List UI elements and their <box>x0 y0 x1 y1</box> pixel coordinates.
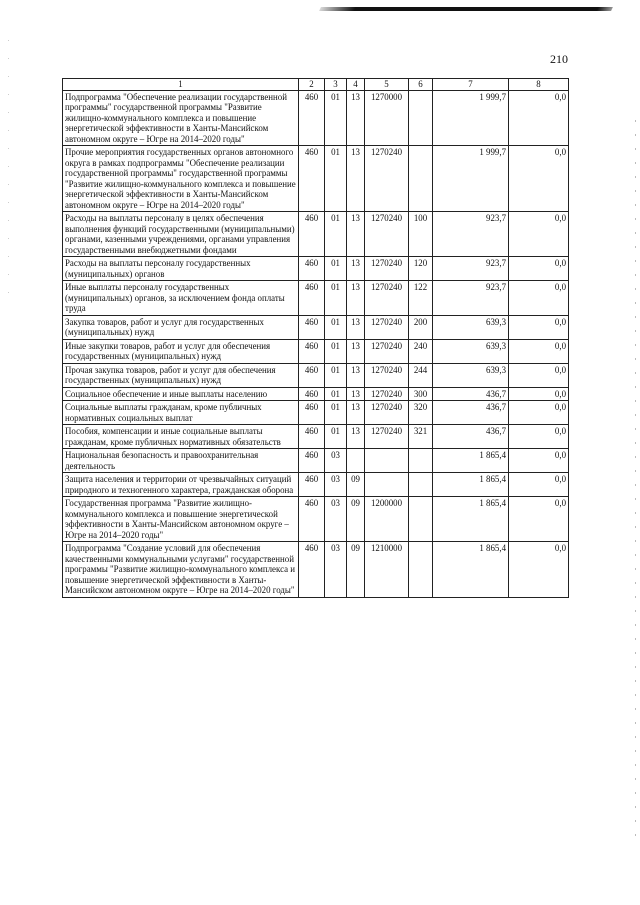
subsection-code-cell: 13 <box>347 146 365 212</box>
column-header: 3 <box>325 79 347 91</box>
admin-code-cell: 460 <box>299 257 325 281</box>
admin-code-cell: 460 <box>299 90 325 146</box>
expense-type-cell <box>409 449 433 473</box>
row-name-cell: Прочие мероприятия государственных органов автономного округа в рамках подпрограммы "Обеспечение реализации государственной программы" государственной программы "Развитие жилищно-коммунального комплекса и повышение энергетической эффективности в Ханты-Мансийском автономном округе – Югре на 2014–2020 годы" <box>63 146 299 212</box>
subsection-code-cell: 13 <box>347 257 365 281</box>
amount-cell: 1 865,4 <box>433 542 509 598</box>
table-row <box>63 425 569 449</box>
row-name-cell: Расходы на выплаты персоналу в целях обеспечения выполнения функций государственными (муниципальными) органами, казенными учреждениями, органами управления государственными внебюджетными фондами <box>63 212 299 257</box>
table-header-row <box>63 79 569 91</box>
section-code-cell: 03 <box>325 449 347 473</box>
amount-cell: 1 865,4 <box>433 497 509 542</box>
amount-2-cell: 0,0 <box>509 146 569 212</box>
expense-type-cell: 321 <box>409 425 433 449</box>
row-name-cell: Государственная программа "Развитие жилищно-коммунального комплекса и повышение энергетической эффективности в Ханты-Мансийском автономном округе – Югре на 2014–2020 годы" <box>63 497 299 542</box>
table-row <box>63 401 569 425</box>
amount-2-cell: 0,0 <box>509 449 569 473</box>
table-body <box>63 90 569 597</box>
amount-cell: 1 865,4 <box>433 473 509 497</box>
amount-2-cell: 0,0 <box>509 281 569 316</box>
amount-cell: 1 999,7 <box>433 90 509 146</box>
section-code-cell: 03 <box>325 542 347 598</box>
section-code-cell: 01 <box>325 339 347 363</box>
subsection-code-cell: 13 <box>347 363 365 387</box>
table-row <box>63 315 569 339</box>
expense-type-cell: 300 <box>409 387 433 401</box>
expense-type-cell <box>409 497 433 542</box>
admin-code-cell: 460 <box>299 425 325 449</box>
row-name-cell: Иные выплаты персоналу государственных (муниципальных) органов, за исключением фонда оплаты труда <box>63 281 299 316</box>
amount-cell: 923,7 <box>433 257 509 281</box>
subsection-code-cell: 13 <box>347 387 365 401</box>
table-row <box>63 257 569 281</box>
section-code-cell: 03 <box>325 497 347 542</box>
admin-code-cell: 460 <box>299 146 325 212</box>
admin-code-cell: 460 <box>299 449 325 473</box>
amount-2-cell: 0,0 <box>509 257 569 281</box>
row-name-cell: Прочая закупка товаров, работ и услуг для обеспечения государственных (муниципальных) нужд <box>63 363 299 387</box>
section-code-cell: 01 <box>325 425 347 449</box>
amount-cell: 436,7 <box>433 401 509 425</box>
section-code-cell: 01 <box>325 257 347 281</box>
left-margin-marks <box>8 40 9 300</box>
section-code-cell: 01 <box>325 90 347 146</box>
target-item-cell: 1210000 <box>365 542 409 598</box>
row-name-cell: Социальные выплаты гражданам, кроме публичных нормативных социальных выплат <box>63 401 299 425</box>
amount-2-cell: 0,0 <box>509 315 569 339</box>
row-name-cell: Расходы на выплаты персоналу государственных (муниципальных) органов <box>63 257 299 281</box>
column-header: 8 <box>509 79 569 91</box>
subsection-code-cell <box>347 449 365 473</box>
section-code-cell: 01 <box>325 315 347 339</box>
target-item-cell: 1270000 <box>365 90 409 146</box>
expense-type-cell <box>409 473 433 497</box>
expense-type-cell: 122 <box>409 281 433 316</box>
table-row <box>63 387 569 401</box>
amount-cell: 923,7 <box>433 281 509 316</box>
table-row <box>63 363 569 387</box>
amount-2-cell: 0,0 <box>509 90 569 146</box>
target-item-cell: 1270240 <box>365 315 409 339</box>
right-edge-marks <box>635 120 636 840</box>
amount-cell: 639,3 <box>433 363 509 387</box>
amount-cell: 1 865,4 <box>433 449 509 473</box>
column-header: 4 <box>347 79 365 91</box>
expense-type-cell <box>409 90 433 146</box>
expense-type-cell: 200 <box>409 315 433 339</box>
subsection-code-cell: 09 <box>347 542 365 598</box>
page-number: 210 <box>550 52 568 66</box>
section-code-cell: 01 <box>325 363 347 387</box>
row-name-cell: Подпрограмма "Создание условий для обеспечения качественными коммунальными услугами" государственной программы "Развитие жилищно-коммунального комплекса и повышение энергетической эффективности в Ханты-Мансийском автономном округе – Югре на 2014–2020 годы" <box>63 542 299 598</box>
table-row <box>63 90 569 146</box>
section-code-cell: 03 <box>325 473 347 497</box>
section-code-cell: 01 <box>325 281 347 316</box>
table-row <box>63 542 569 598</box>
subsection-code-cell: 13 <box>347 315 365 339</box>
row-name-cell: Национальная безопасность и правоохранительная деятельность <box>63 449 299 473</box>
subsection-code-cell: 13 <box>347 401 365 425</box>
expense-type-cell: 120 <box>409 257 433 281</box>
target-item-cell: 1270240 <box>365 146 409 212</box>
amount-2-cell: 0,0 <box>509 401 569 425</box>
budget-table <box>62 78 569 598</box>
section-code-cell: 01 <box>325 387 347 401</box>
target-item-cell: 1270240 <box>365 339 409 363</box>
column-header: 5 <box>365 79 409 91</box>
target-item-cell: 1270240 <box>365 401 409 425</box>
amount-cell: 639,3 <box>433 339 509 363</box>
amount-2-cell: 0,0 <box>509 212 569 257</box>
amount-2-cell: 0,0 <box>509 339 569 363</box>
amount-cell: 436,7 <box>433 387 509 401</box>
subsection-code-cell: 13 <box>347 90 365 146</box>
amount-cell: 639,3 <box>433 315 509 339</box>
subsection-code-cell: 13 <box>347 339 365 363</box>
expense-type-cell <box>409 146 433 212</box>
table-row <box>63 281 569 316</box>
amount-cell: 923,7 <box>433 212 509 257</box>
section-code-cell: 01 <box>325 401 347 425</box>
admin-code-cell: 460 <box>299 473 325 497</box>
admin-code-cell: 460 <box>299 542 325 598</box>
table-row <box>63 339 569 363</box>
amount-2-cell: 0,0 <box>509 387 569 401</box>
section-code-cell: 01 <box>325 146 347 212</box>
subsection-code-cell: 09 <box>347 497 365 542</box>
admin-code-cell: 460 <box>299 315 325 339</box>
amount-2-cell: 0,0 <box>509 542 569 598</box>
admin-code-cell: 460 <box>299 281 325 316</box>
admin-code-cell: 460 <box>299 401 325 425</box>
target-item-cell: 1270240 <box>365 212 409 257</box>
subsection-code-cell: 09 <box>347 473 365 497</box>
column-header: 2 <box>299 79 325 91</box>
target-item-cell: 1270240 <box>365 257 409 281</box>
target-item-cell: 1200000 <box>365 497 409 542</box>
target-item-cell: 1270240 <box>365 387 409 401</box>
column-header: 1 <box>63 79 299 91</box>
row-name-cell: Социальное обеспечение и иные выплаты населению <box>63 387 299 401</box>
row-name-cell: Подпрограмма "Обеспечение реализации государственной программы" государственной программы "Развитие жилищно-коммунального комплекса и повышение энергетической эффективности в Ханты-Мансийском автономном округе – Югре на 2014–2020 годы" <box>63 90 299 146</box>
row-name-cell: Закупка товаров, работ и услуг для государственных (муниципальных) нужд <box>63 315 299 339</box>
expense-type-cell: 244 <box>409 363 433 387</box>
table-row <box>63 449 569 473</box>
expense-type-cell: 100 <box>409 212 433 257</box>
amount-2-cell: 0,0 <box>509 497 569 542</box>
column-header: 6 <box>409 79 433 91</box>
admin-code-cell: 460 <box>299 387 325 401</box>
amount-2-cell: 0,0 <box>509 363 569 387</box>
target-item-cell <box>365 449 409 473</box>
table-row <box>63 473 569 497</box>
table-row <box>63 212 569 257</box>
admin-code-cell: 460 <box>299 212 325 257</box>
target-item-cell: 1270240 <box>365 363 409 387</box>
target-item-cell <box>365 473 409 497</box>
table-row <box>63 497 569 542</box>
expense-type-cell <box>409 542 433 598</box>
column-header: 7 <box>433 79 509 91</box>
admin-code-cell: 460 <box>299 339 325 363</box>
top-scan-rule <box>319 7 613 11</box>
amount-2-cell: 0,0 <box>509 425 569 449</box>
section-code-cell: 01 <box>325 212 347 257</box>
subsection-code-cell: 13 <box>347 425 365 449</box>
target-item-cell: 1270240 <box>365 425 409 449</box>
amount-cell: 436,7 <box>433 425 509 449</box>
admin-code-cell: 460 <box>299 363 325 387</box>
row-name-cell: Пособия, компенсации и иные социальные выплаты гражданам, кроме публичных нормативных обязательств <box>63 425 299 449</box>
amount-cell: 1 999,7 <box>433 146 509 212</box>
table-row <box>63 146 569 212</box>
expense-type-cell: 240 <box>409 339 433 363</box>
row-name-cell: Иные закупки товаров, работ и услуг для обеспечения государственных (муниципальных) нужд <box>63 339 299 363</box>
expense-type-cell: 320 <box>409 401 433 425</box>
amount-2-cell: 0,0 <box>509 473 569 497</box>
subsection-code-cell: 13 <box>347 212 365 257</box>
admin-code-cell: 460 <box>299 497 325 542</box>
target-item-cell: 1270240 <box>365 281 409 316</box>
row-name-cell: Защита населения и территории от чрезвычайных ситуаций природного и техногенного характера, гражданская оборона <box>63 473 299 497</box>
subsection-code-cell: 13 <box>347 281 365 316</box>
